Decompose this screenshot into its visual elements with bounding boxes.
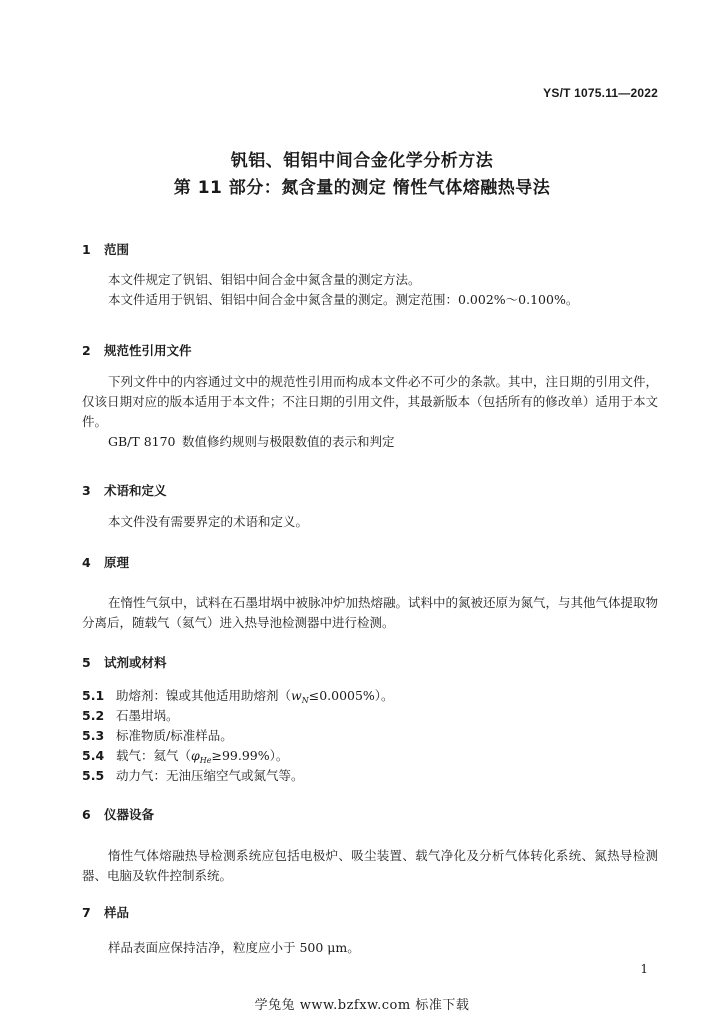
list-item: 5.3 标准物质/标准样品。 — [82, 726, 233, 746]
section-number: 6 — [82, 807, 91, 822]
section-heading-sample — [82, 903, 129, 921]
paragraph: 本文件适用于钒铝、钼铝中间合金中氮含量的测定。测定范围：0.002%～0.100%。 — [108, 292, 579, 307]
item-number: 5.2 — [82, 708, 105, 723]
section-number: 2 — [82, 343, 91, 358]
section-title: 原理 — [104, 555, 130, 570]
list-item: 5.2 石墨坩埚。 — [82, 706, 179, 726]
paragraph: 本文件没有需要界定的术语和定义。 — [108, 514, 309, 529]
section-title: 规范性引用文件 — [104, 343, 192, 358]
section-title: 仪器设备 — [104, 807, 155, 822]
item-number: 5.1 — [82, 688, 105, 703]
list-item: 5.5 动力气：无油压缩空气或氮气等。 — [82, 766, 304, 786]
document-title-line1: 钒铝、钼铝中间合金化学分析方法 — [230, 151, 494, 171]
document-title-line2: 第 11 部分：氮含量的测定 惰性气体熔融热导法 — [173, 178, 551, 198]
paragraph: 在惰性气氛中，试料在石墨坩埚中被脉冲炉加热熔融。试料中的氮被还原为氮气，与其他气体提取物分离后，随载气（氦气）进入热导池检测器中进行检测。 — [82, 595, 659, 630]
page-number: 1 — [640, 962, 648, 976]
item-number: 5.4 — [82, 748, 105, 763]
section-number: 4 — [82, 555, 91, 570]
paragraph: 本文件规定了钒铝、钼铝中间合金中氮含量的测定方法。 — [108, 272, 421, 287]
section-title: 范围 — [104, 242, 130, 257]
section-number: 7 — [82, 905, 91, 920]
reference-code: GB/T 8170 — [108, 434, 176, 449]
item-number: 5.5 — [82, 768, 105, 783]
paragraph: 样品表面应保持洁净，粒度应小于 500 μm。 — [108, 940, 360, 955]
section-heading-principle — [82, 553, 129, 571]
paragraph: 惰性气体熔融热导检测系统应包括电极炉、吸尘装置、载气净化及分析气体转化系统、氮热导检测器、电脑及软件控制系统。 — [82, 848, 658, 883]
document-number: YS/T 1075.11—2022 — [543, 86, 658, 100]
item-number: 5.3 — [82, 728, 105, 743]
section-heading-terms — [82, 481, 167, 499]
section-number: 3 — [82, 483, 91, 498]
footer-watermark: 学兔兔 www.bzfxw.com 标准下载 — [254, 998, 470, 1013]
paragraph: 下列文件中的内容通过文中的规范性引用而构成本文件必不可少的条款。其中，注日期的引用文件，仅该日期对应的版本适用于本文件；不注日期的引用文件，其最新版本（包括所有的修改单）适用于本文件。 — [82, 374, 659, 429]
section-title: 试剂或材料 — [104, 655, 167, 670]
list-item: 5.1 助熔剂：镍或其他适用助熔剂$(w_N\le 0.0005\%)$。 — [82, 688, 394, 705]
section-heading-reagents — [82, 653, 167, 671]
reference-title: 数值修约规则与极限数值的表示和判定 — [182, 434, 395, 449]
section-title: 术语和定义 — [104, 483, 167, 498]
section-heading-scope — [82, 240, 129, 258]
section-heading-normative-references — [82, 341, 192, 359]
reference-entry — [108, 432, 395, 452]
section-heading-apparatus — [82, 805, 154, 823]
section-title: 样品 — [104, 905, 130, 920]
list-item: 5.4 载气：氦气$(\varphi_{He}\ge 99.99\%)$。 — [82, 748, 289, 765]
section-number: 5 — [82, 655, 91, 670]
section-number: 1 — [82, 242, 91, 257]
